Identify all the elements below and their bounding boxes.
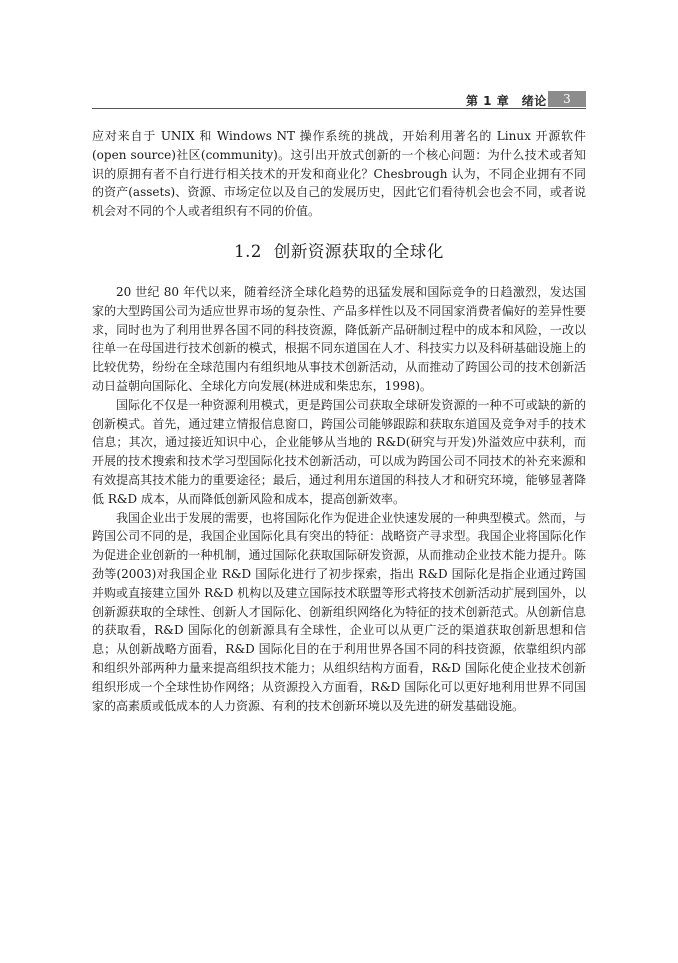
paragraph: 20 世纪 80 年代以来，随着经济全球化趋势的迅猛发展和国际竞争的日趋激烈，发达国家的大型跨国公司为适应世界市场的复杂性、产品多样性以及不同国家消费者偏好的差异性要求，同时也为了利用世界各国不同的科技资源，降低新产品研制过程中的成本和风险，一改以往单一在母国进行技术创新的模式，根据不同东道国在人才、科技实力以及科研基础设施上的比较优势，纷纷在全球范围内有组织地从事技术创新活动，从而推动了跨国公司的技术创新活动日益朝向国际化、全球化方向发展(林进成和柴忠东，1998)。 [92,284,586,393]
header-rule [92,108,586,109]
running-header-chapter: 第 1 章 绪论 [466,94,547,108]
page-body [92,127,586,715]
page-number-badge: 3 [548,91,586,107]
paragraph: 国际化不仅是一种资源利用模式，更是跨国公司获取全球研发资源的一种不可或缺的新的创新模式。首先，通过建立情报信息窗口，跨国公司能够跟踪和获取东道国及竞争对手的技术信息；其次，通过接近知识中心，企业能够从当地的 R&D(研究与开发)外溢效应中获利，而开展的技术搜索和技术学习型国际化技术创新活动，可以成为跨国公司不同技术的补充来源和有效提高其技术能力的重要途径；最后，通过利用东道国的科技人才和研究环境，能够显著降低 R&D 成本，从而降低创新风险和成本，提高创新效率。 [92,397,586,506]
section-heading [92,241,586,263]
paragraph: 我国企业出于发展的需要，也将国际化作为促进企业快速发展的一种典型模式。然而，与跨国公司不同的是，我国企业国际化具有突出的特征：战略资产寻求型。我国企业将国际化作为促进企业创新的一种机制，通过国际化获取国际研发资源，从而推动企业技术能力提升。陈劲等(2003)对我国企业 R&D 国际化进行了初步探索，指出 R&D 国际化是指企业通过跨国并购或直接建立国外 R&D 机构以及建立国际技术联盟等形式将技术创新活动扩展到国外，以创新源获取的全球性、创新人才国际化、创新组织网络化为特征的技术创新范式。从创新信息的获取看，R&D 国际化的创新源具有全球性，企业可以从更广泛的渠道获取创新思想和信息；从创新战略方面看，R&D 国际化目的在于利用世界各国不同的科技资源，依靠组织内部和组织外部两种力量来提高组织技术能力；从组织结构方面看，R&D 国际化使企业技术创新组织形成一个全球性协作网络；从资源投入方面看，R&D 国际化可以更好地利用世界不同国家的高素质或低成本的人力资源、有利的技术创新环境以及先进的研发基础设施。 [92,510,586,713]
paragraph-continued: 应对来自于 UNIX 和 Windows NT 操作系统的挑战，开始利用著名的 Linux 开源软件(open source)社区(community)。这引出开放式创新的一个核心问题：为什么技术或者知识的原拥有者不自行进行相关技术的开发和商业化？Chesbrough 认为，不同企业拥有不同的资产(assets)、资源、市场定位以及自己的发展历史，因此它们看待机会也会不同，或者说机会对不同的个人或者组织有不同的价值。 [92,129,586,219]
section-title-text: 创新资源获取的全球化 [273,241,444,261]
section-number: 1.2 [234,241,262,261]
